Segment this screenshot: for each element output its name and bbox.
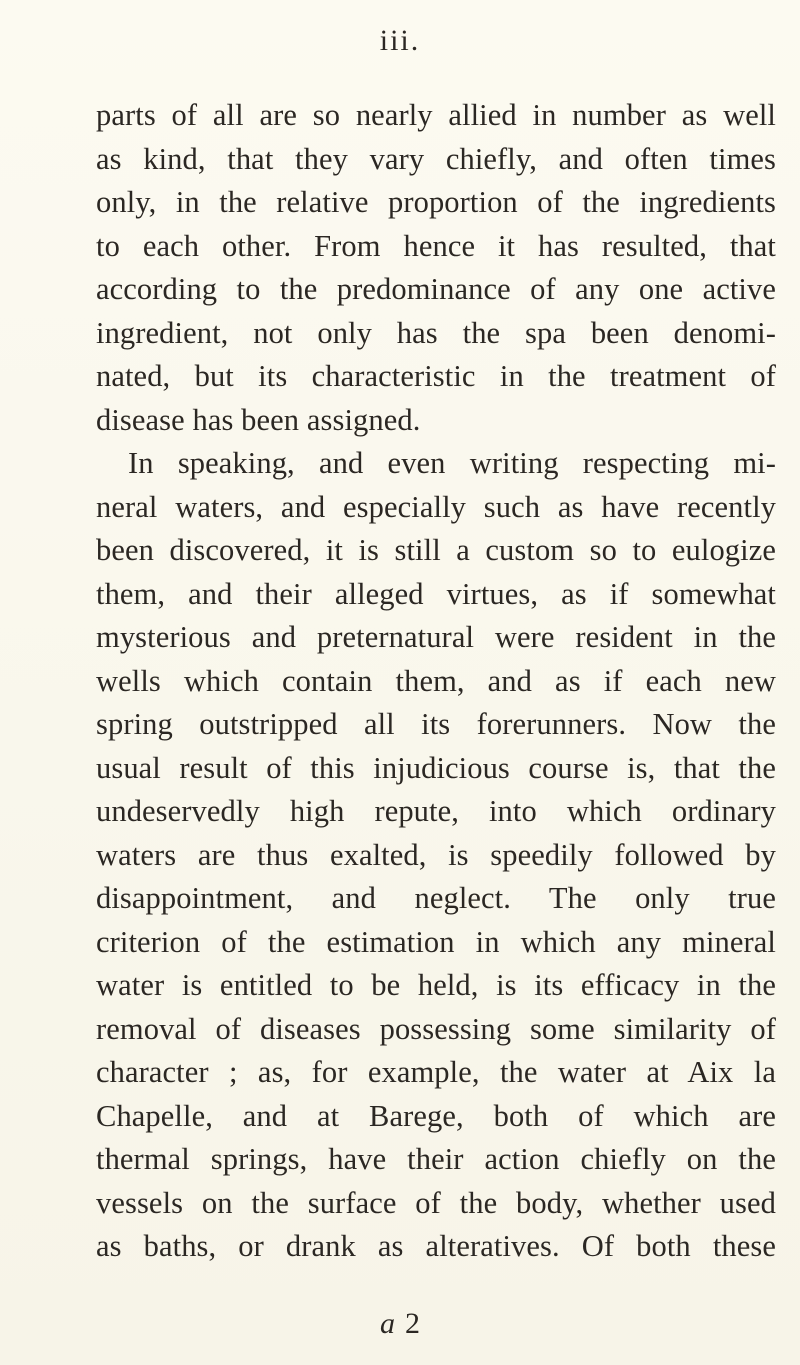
text-line: only, in the relative proportion of the ingredients	[96, 185, 776, 219]
text-line: In speaking, and even writing respecting mi-	[128, 446, 776, 480]
text-line: mysterious and preternatural were resident in the	[96, 620, 776, 654]
text-line: been discovered, it is still a custom so to eulogize	[96, 533, 776, 567]
text-line: criterion of the estimation in which any mineral	[96, 924, 776, 959]
text-line: thermal springs, have their action chiefly on the	[96, 1142, 776, 1176]
body-text	[96, 94, 776, 1269]
text-line: Chapelle, and at Barege, both of which are	[96, 1098, 776, 1133]
text-line: as kind, that they vary chiefly, and often times	[96, 141, 776, 176]
text-line: nated, but its characteristic in the treatment of	[96, 359, 776, 393]
signature-letter: a	[380, 1307, 395, 1340]
text-line: water is entitled to be held, is its efficacy in the	[96, 968, 776, 1002]
paragraph-2	[96, 442, 776, 1269]
text-line: according to the predominance of any one active	[96, 272, 776, 306]
text-line: disappointment, and neglect. The only true	[96, 881, 776, 915]
text-line: to each other. From hence it has resulted, that	[96, 228, 776, 263]
text-line: disease has been assigned.	[96, 402, 421, 437]
text-line: waters are thus exalted, is speedily followed by	[96, 837, 776, 872]
text-line: undeservedly high repute, into which ordinary	[96, 794, 776, 828]
text-line: wells which contain them, and as if each new	[96, 663, 776, 698]
signature-number: 2	[405, 1307, 420, 1340]
page-number: iii.	[379, 24, 421, 57]
text-line: ingredient, not only has the spa been denomi-	[96, 315, 776, 350]
text-line: parts of all are so nearly allied in number as well	[96, 98, 776, 132]
paragraph-1	[96, 94, 776, 442]
text-line: spring outstripped all its forerunners. Now the	[96, 707, 776, 741]
printer-signature-mark	[0, 1309, 800, 1339]
text-line: as baths, or drank as alteratives. Of both these	[96, 1229, 776, 1263]
text-line: usual result of this injudicious course is, that the	[96, 750, 776, 785]
text-line: vessels on the surface of the body, whether used	[96, 1185, 776, 1220]
text-line: removal of diseases possessing some similarity of	[96, 1011, 776, 1046]
text-line: neral waters, and especially such as have recently	[96, 489, 776, 524]
text-line: character ; as, for example, the water at Aix la	[96, 1055, 776, 1089]
text-line: them, and their alleged virtues, as if somewhat	[96, 576, 776, 611]
